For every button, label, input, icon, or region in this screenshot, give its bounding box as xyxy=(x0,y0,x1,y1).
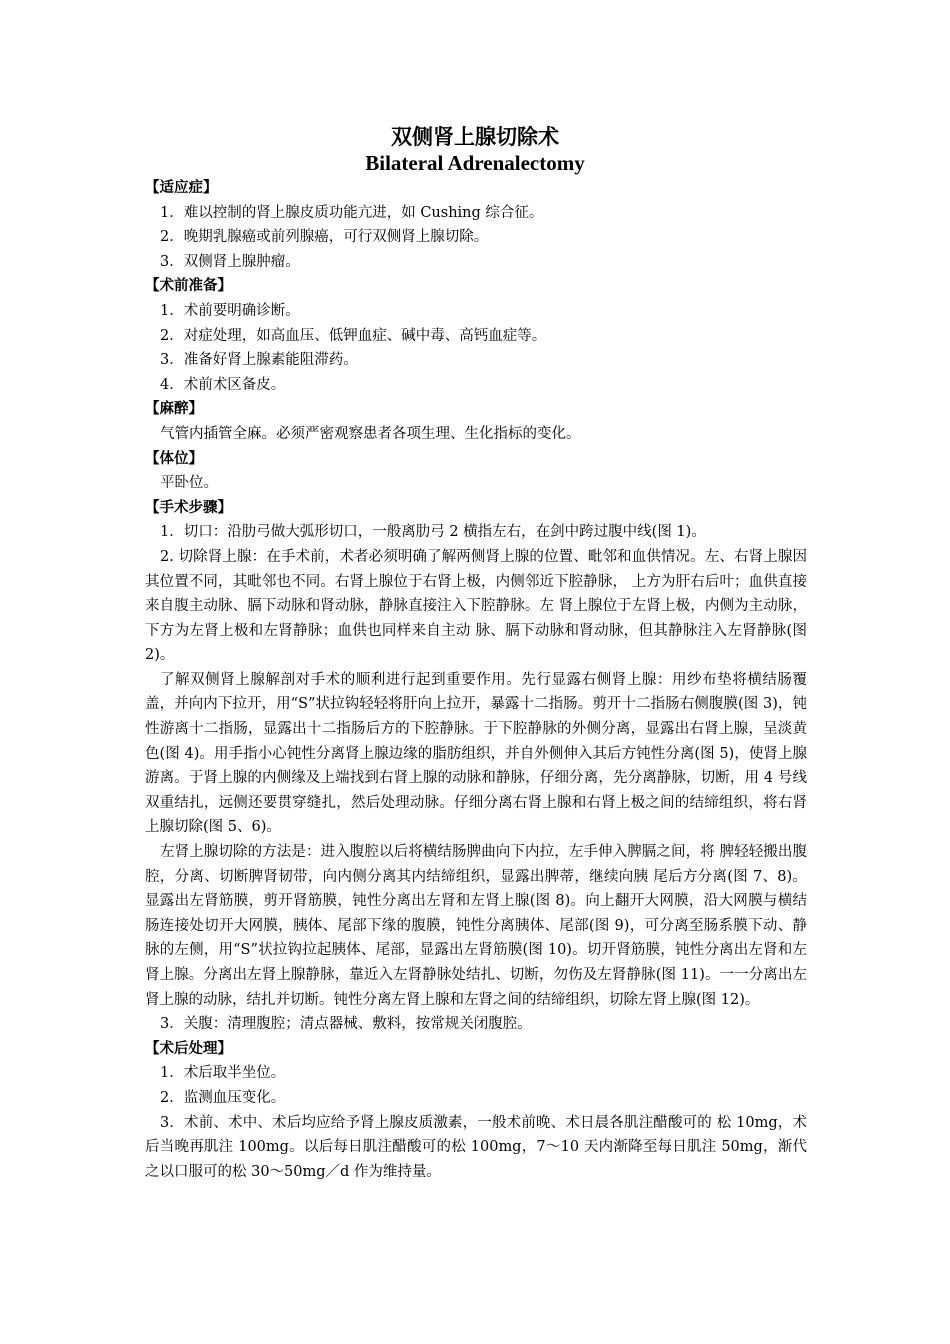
document-body xyxy=(145,176,807,1184)
paragraph: 平卧位。 xyxy=(160,475,218,492)
section-heading-postop: 【术后处理】 xyxy=(145,1040,232,1057)
paragraph: 3．术前、术中、术后均应给予肾上腺皮质激素，一般术前晚、术日晨各肌注醋酸可的 松 10mg，术后当晚再肌注 100mg。以后每日肌注醋酸可的松 100mg，7～10 天内渐降至每日肌注 50mg，渐代之以口服可的松 30～50mg／d 作为维持量。 xyxy=(145,1114,807,1180)
section-heading-indications: 【适应症】 xyxy=(145,180,218,196)
paragraph: 3．关腹：清理腹腔；清点器械、敷料，按常规关闭腹腔。 xyxy=(160,1016,532,1033)
list-item: 1．难以控制的肾上腺皮质功能亢进，如 Cushing 综合征。 xyxy=(160,204,544,221)
section-heading-anesthesia: 【麻醉】 xyxy=(145,401,203,418)
list-item: 2．对症处理，如高血压、低钾血症、碱中毒、高钙血症等。 xyxy=(160,327,547,344)
page-subtitle: Bilateral Adrenalectomy xyxy=(365,151,585,175)
list-item: 2．监测血压变化。 xyxy=(160,1089,286,1106)
list-item: 3．双侧肾上腺肿瘤。 xyxy=(160,253,300,270)
paragraph: 气管内插管全麻。必须严密观察患者各项生理、生化指标的变化。 xyxy=(160,425,581,442)
list-item: 3．准备好肾上腺素能阻滞药。 xyxy=(160,352,358,369)
paragraph: 2. 切除肾上腺：在手术前，术者必须明确了解两侧肾上腺的位置、毗邻和血供情况。左、右肾上腺因其位置不同，其毗邻也不同。右肾上腺位于右肾上极，内侧邻近下腔静脉， 上方为肝右后叶；血供直接来自腹主动脉、膈下动脉和肾动脉，静脉直接注入下腔静脉。左 肾上腺位于左肾上极，内侧为主动脉，下方为左肾上极和左肾静脉；血供也同样来自主动 脉、膈下动脉和肾动脉，但其静脉注入左肾静脉(图 2)。 xyxy=(145,548,807,664)
section-heading-preop: 【术前准备】 xyxy=(145,278,232,295)
page-title: 双侧肾上腺切除术 xyxy=(391,125,559,149)
section-heading-steps: 【手术步骤】 xyxy=(145,499,232,516)
section-heading-position: 【体位】 xyxy=(145,450,203,467)
list-item: 4．术前术区备皮。 xyxy=(160,376,286,393)
paragraph: 1．切口：沿肋弓做大弧形切口，一般离肋弓 2 横指左右，在剑中跨过腹中线(图 1)。 xyxy=(160,524,706,541)
list-item: 1．术前要明确诊断。 xyxy=(160,302,300,319)
paragraph: 左肾上腺切除的方法是：进入腹腔以后将横结肠脾曲向下内拉，左手伸入脾膈之间，将 脾轻轻搬出腹腔，分离、切断脾肾韧带，向内侧分离其内结缔组织，显露出脾蒂，继续向胰 尾后方分离(图 7、8)。显露出左肾筋膜，剪开肾筋膜，钝性分离出左肾和左肾上腺(图 8)。向上翻开大网膜，沿大网膜与横结肠连接处切开大网膜，胰体、尾部下缘的腹膜，钝性分离胰体、尾部(图 9)，可分离至肠系膜下动、静脉的左侧，用“S”状拉钩拉起胰体、尾部，显露出左肾筋膜(图 10)。切开肾筋膜，钝性分离出左肾和左肾上腺。分离出左肾上腺静脉，靠近入左肾静脉处结扎、切断，勿伤及左肾静脉(图 11)。一一分离出左肾上腺的动脉，结扎并切断。钝性分离左肾上腺和左肾之间的结缔组织，切除左肾上腺(图 12)。 xyxy=(145,844,807,1008)
list-item: 2．晚期乳腺癌或前列腺癌，可行双侧肾上腺切除。 xyxy=(160,229,489,246)
list-item: 1．术后取半坐位。 xyxy=(160,1065,286,1082)
paragraph: 了解双侧肾上腺解剖对手术的顺利进行起到重要作用。先行显露右侧肾上腺：用纱布垫将横结肠覆盖，并向内下拉开，用“S”状拉钩轻轻将肝向上拉开，暴露十二指肠。剪开十二指肠右侧腹膜(图 3)，钝性游离十二指肠，显露出十二指肠后方的下腔静脉。于下腔静脉的外侧分离，显露出右肾上腺，呈淡黄色(图 4)。用手指小心钝性分离肾上腺边缘的脂肪组织，并自外侧伸入其后方钝性分离(图 5)，使肾上腺游离。于肾上腺的内侧缘及上端找到右肾上腺的动脉和静脉，仔细分离，先分离静脉，切断，用 4 号线双重结扎，远侧还要贯穿缝扎，然后处理动脉。仔细分离右肾上腺和右肾上极之间的结缔组织，将右肾上腺切除(图 5、6)。 xyxy=(145,671,807,836)
